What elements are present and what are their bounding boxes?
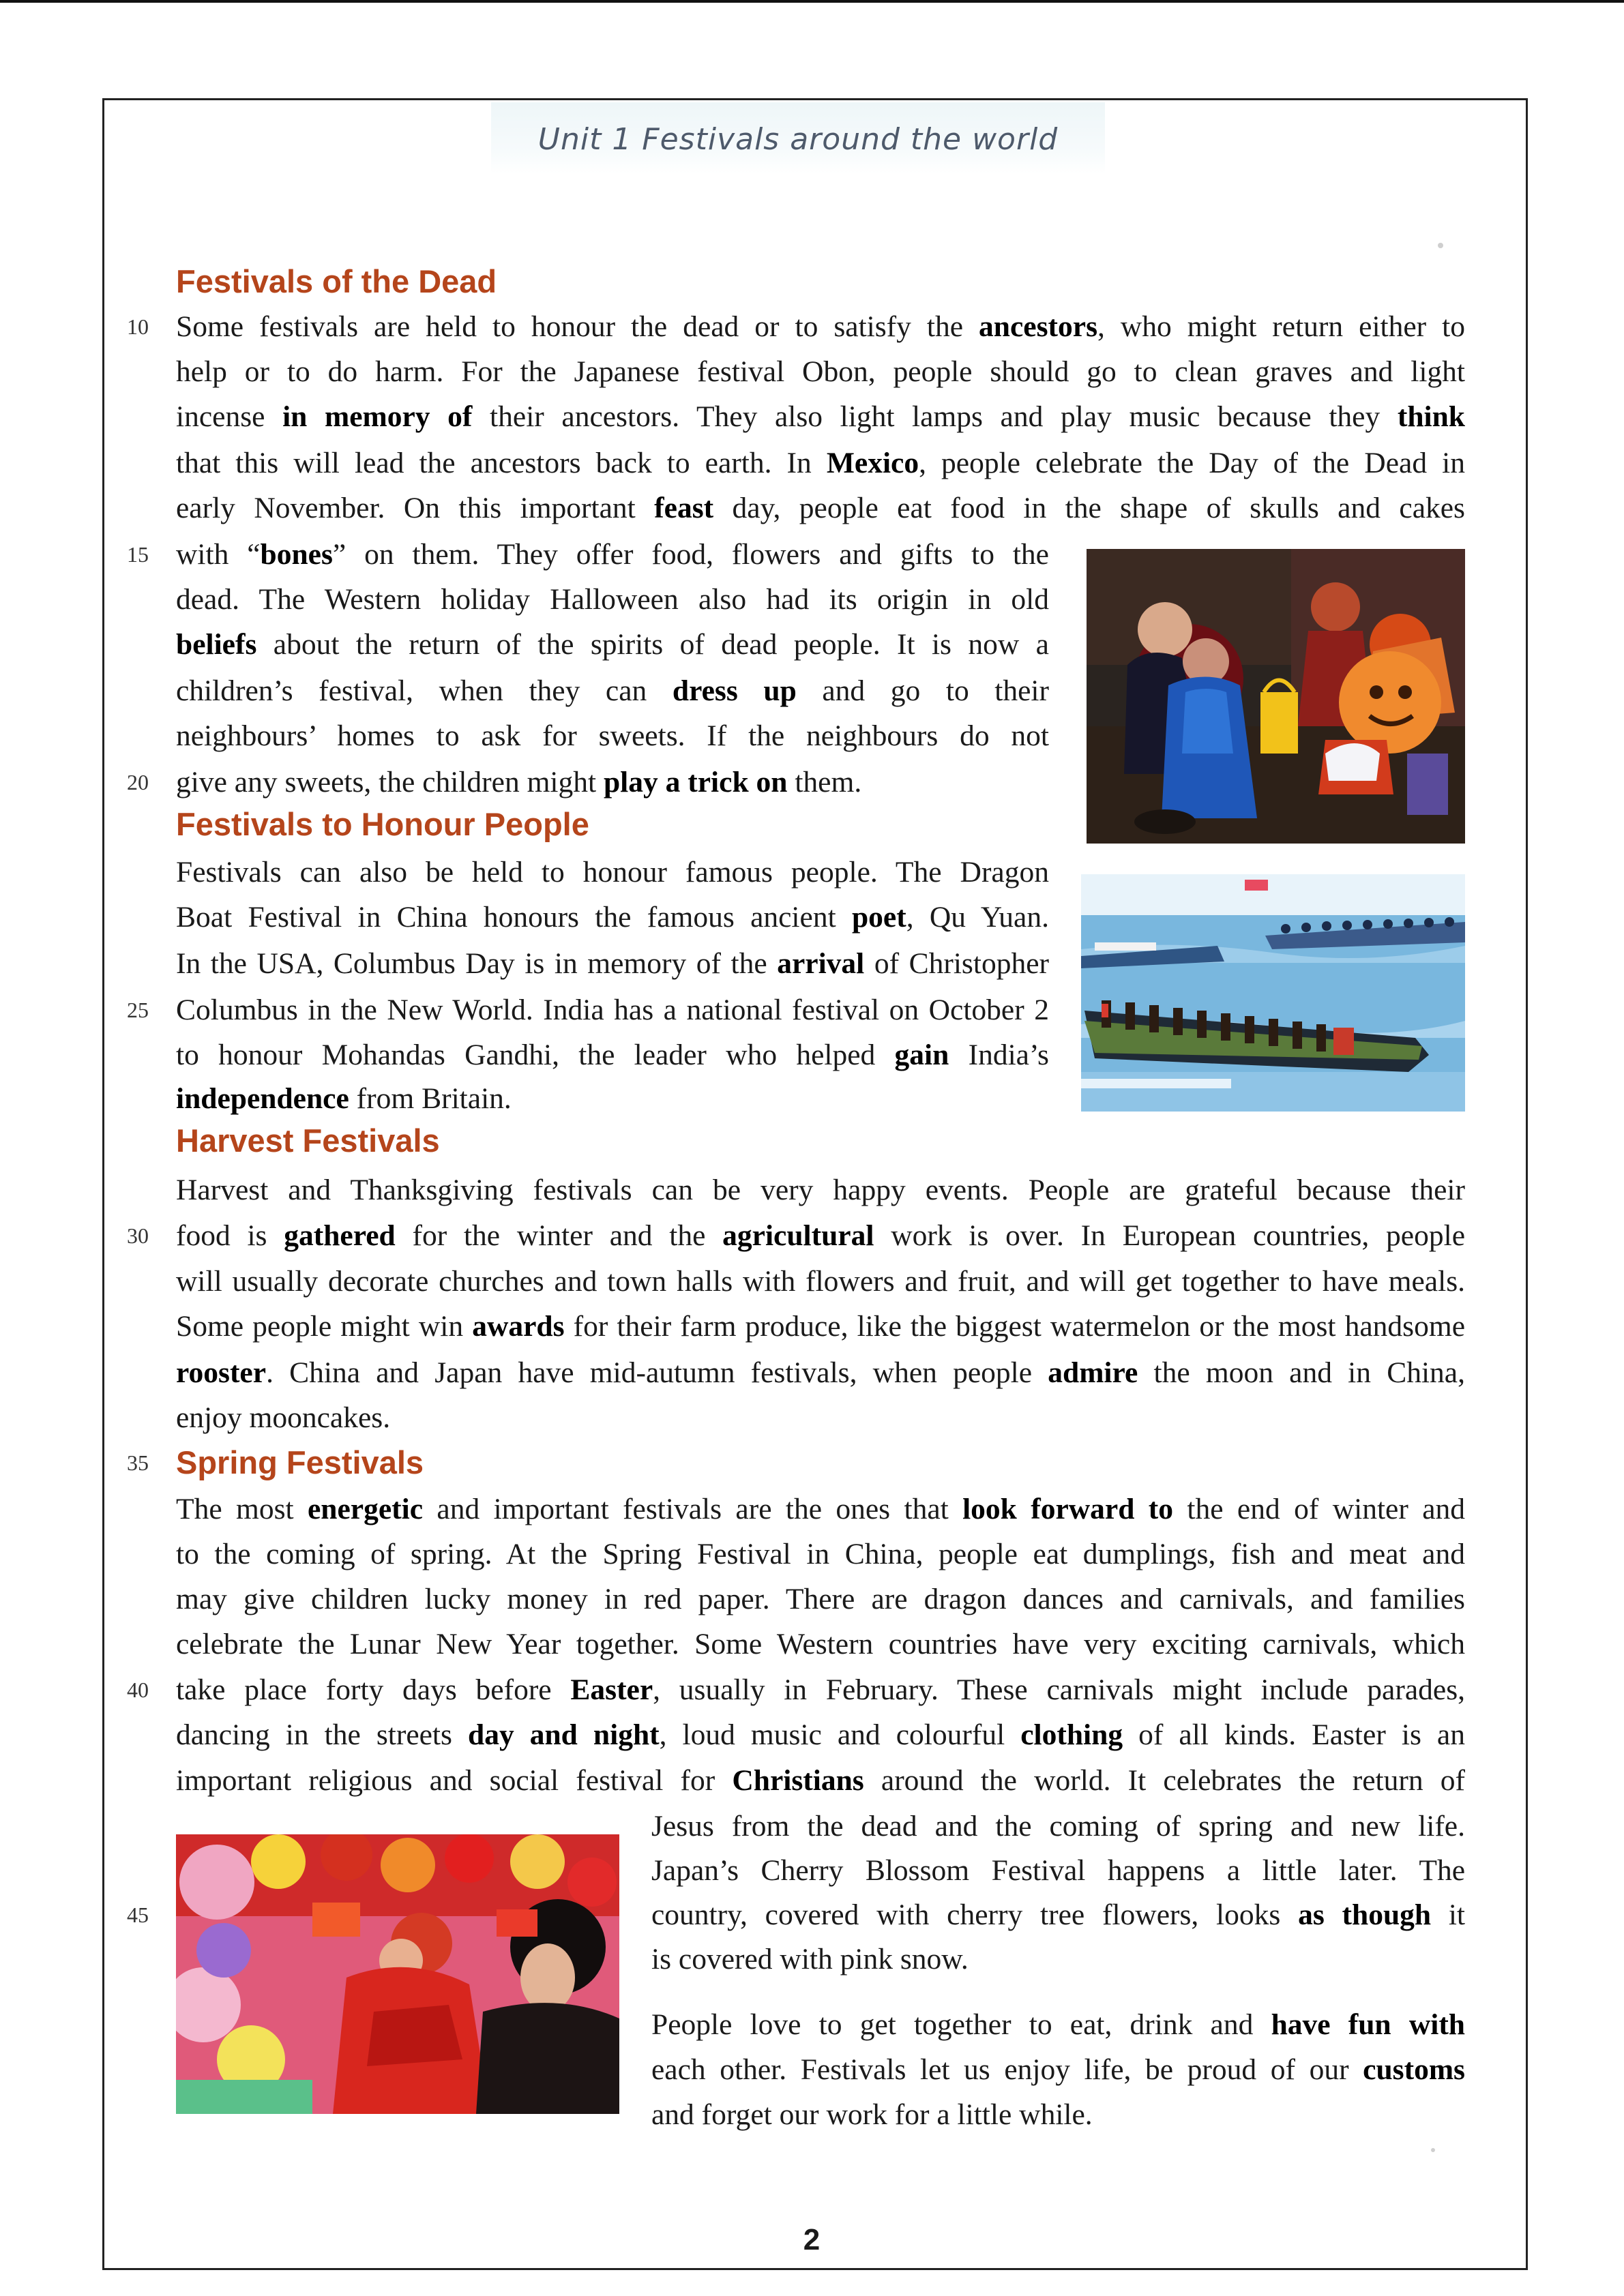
line-number: 35 [127, 1450, 149, 1475]
line-number: 40 [127, 1678, 149, 1702]
line-number: 45 [127, 1903, 149, 1927]
running-head: Unit 1 Festivals around the world [491, 102, 1105, 174]
text-line: dead. The Western holiday Halloween also had its origin in old [176, 583, 1049, 616]
text-line: In the USA, Columbus Day is in memory of the arrival of Christopher [176, 947, 1049, 980]
text-line: Japan’s Cherry Blossom Festival happens a little later. The [651, 1854, 1465, 1887]
scan-speck [1431, 2148, 1435, 2152]
text-line: Boat Festival in China honours the famous ancient poet, Qu Yuan. [176, 901, 1049, 934]
line-number: 25 [127, 998, 149, 1022]
text-line: country, covered with cherry tree flowers, looks as though it [651, 1898, 1466, 1931]
text-line: important religious and social festival for Christians around the world. It celebrates the return of [176, 1764, 1465, 1797]
section-heading-dead: Festivals of the Dead [176, 263, 497, 299]
top-border-rule [0, 0, 1624, 3]
scan-speck [1438, 243, 1443, 248]
text-line: Columbus in the New World. India has a national festival on October 2 [176, 994, 1049, 1026]
text-line: and forget our work for a little while. [651, 2098, 1093, 2131]
spring-festival-photo [176, 1834, 619, 2114]
line-number: 15 [127, 542, 149, 567]
text-line: is covered with pink snow. [651, 1943, 969, 1976]
section-heading-spring: Spring Festivals [176, 1444, 424, 1480]
halloween-photo [1087, 549, 1465, 844]
section-heading-harvest: Harvest Festivals [176, 1122, 440, 1159]
text-line: will usually decorate churches and town halls with flowers and fruit, and will get together to have meals. [176, 1265, 1465, 1298]
text-line: to the coming of spring. At the Spring Festival in China, people eat dumplings, fish and meat and [176, 1538, 1465, 1570]
text-line: food is gathered for the winter and the agricultural work is over. In European countries, people [176, 1219, 1465, 1252]
text-line: rooster. China and Japan have mid-autumn festivals, when people admire the moon and in China, [176, 1356, 1465, 1389]
text-line: Harvest and Thanksgiving festivals can be very happy events. People are grateful because their [176, 1174, 1465, 1206]
text-line: with “bones” on them. They offer food, flowers and gifts to the [176, 538, 1049, 571]
text-line: children’s festival, when they can dress up and go to their [176, 674, 1049, 707]
text-line: Festivals can also be held to honour famous people. The Dragon [176, 856, 1049, 889]
text-line: that this will lead the ancestors back to earth. In Mexico, people celebrate the Day of the Dead in [176, 447, 1465, 479]
text-line: enjoy mooncakes. [176, 1401, 391, 1434]
text-line: each other. Festivals let us enjoy life, be proud of our customs [651, 2053, 1465, 2086]
line-number: 10 [127, 314, 149, 339]
text-line: Some people might win awards for their farm produce, like the biggest watermelon or the most handsome [176, 1310, 1465, 1343]
text-line: give any sweets, the children might play a trick on them. [176, 766, 862, 799]
dragon-boat-photo [1081, 874, 1465, 1112]
text-line: to honour Mohandas Gandhi, the leader who helped gain India’s [176, 1039, 1049, 1071]
text-line: Jesus from the dead and the coming of spring and new life. [651, 1810, 1465, 1843]
page-number: 2 [803, 2223, 821, 2256]
text-line: dancing in the streets day and night, loud music and colourful clothing of all kinds. Easter is an [176, 1718, 1465, 1751]
text-line: early November. On this important feast day, people eat food in the shape of skulls and cakes [176, 492, 1465, 524]
line-number: 30 [127, 1223, 149, 1248]
text-line: The most energetic and important festivals are the ones that look forward to the end of winter and [176, 1493, 1465, 1525]
text-line: Some festivals are held to honour the dead or to satisfy the ancestors, who might return either to [176, 310, 1465, 343]
text-line: celebrate the Lunar New Year together. Some Western countries have very exciting carnivals, which [176, 1628, 1465, 1660]
section-heading-people: Festivals to Honour People [176, 806, 589, 842]
text-line: beliefs about the return of the spirits of dead people. It is now a [176, 628, 1049, 661]
text-line: People love to get together to eat, drink and have fun with [651, 2008, 1465, 2041]
text-line: incense in memory of their ancestors. They also light lamps and play music because they think [176, 400, 1465, 433]
text-line: neighbours’ homes to ask for sweets. If the neighbours do not [176, 719, 1049, 752]
text-line: may give children lucky money in red paper. There are dragon dances and carnivals, and families [176, 1583, 1465, 1615]
text-line: independence from Britain. [176, 1082, 512, 1115]
line-number: 20 [127, 770, 149, 794]
text-line: take place forty days before Easter, usually in February. These carnivals might include parades, [176, 1673, 1465, 1706]
text-line: help or to do harm. For the Japanese festival Obon, people should go to clean graves and light [176, 355, 1465, 388]
